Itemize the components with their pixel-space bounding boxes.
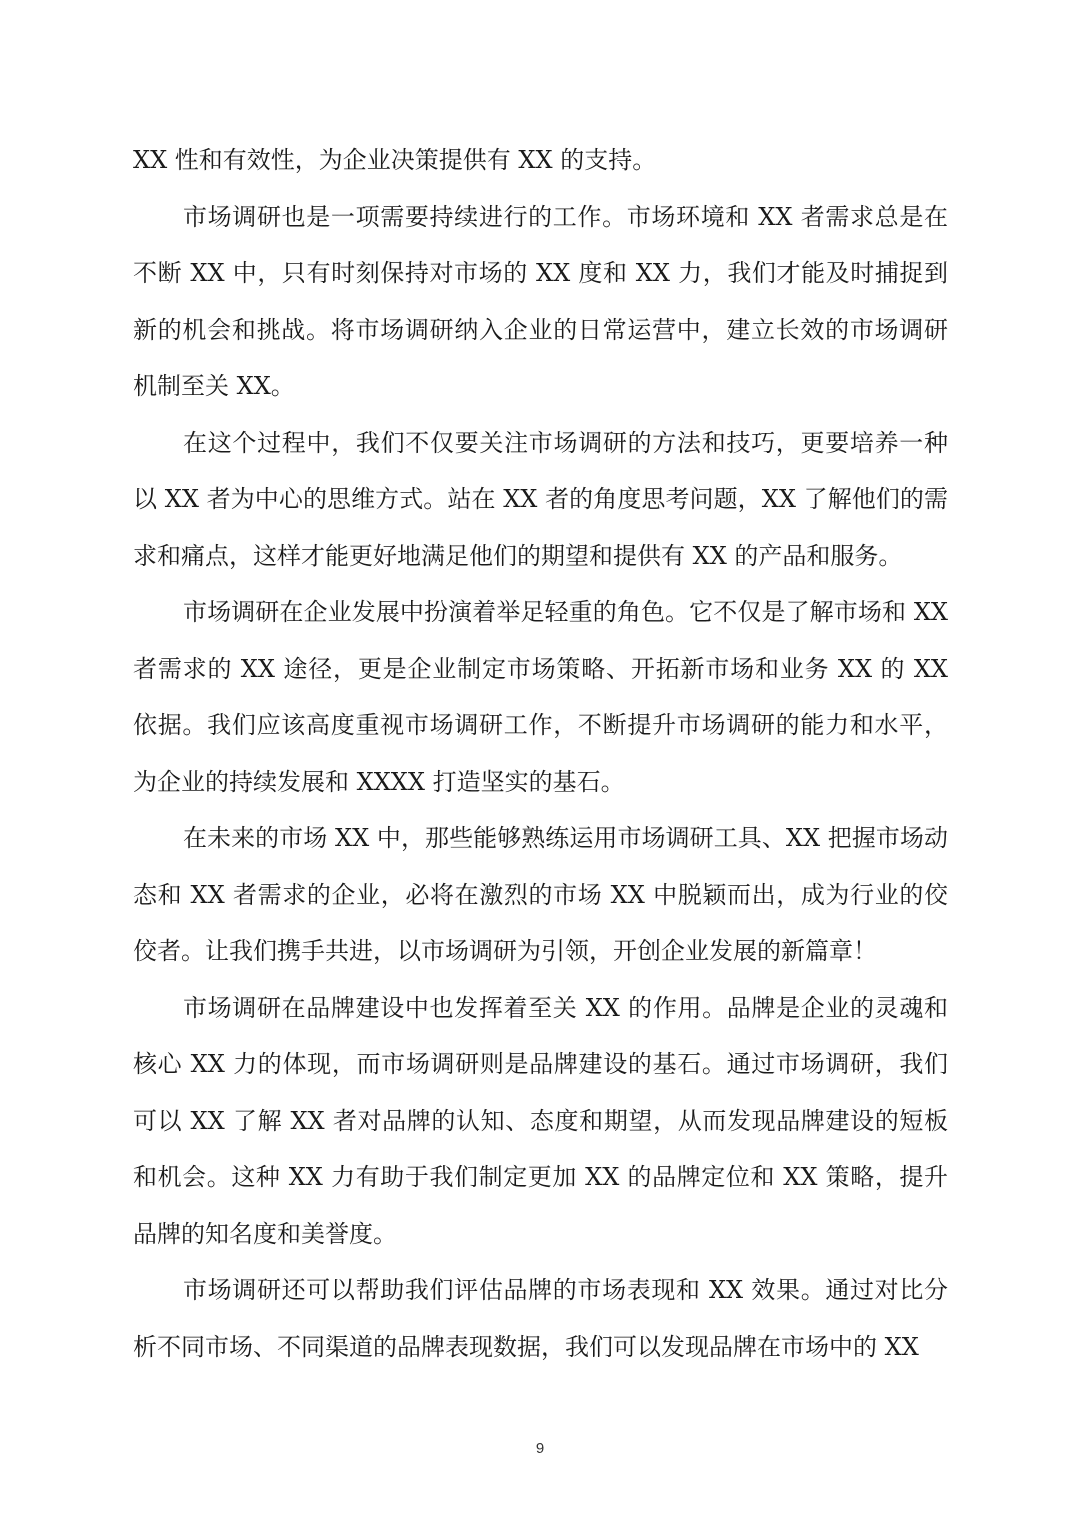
paragraph: 市场调研在品牌建设中也发挥着至关 XX 的作用。品牌是企业的灵魂和核心 XX 力的体现，而市场调研则是品牌建设的基石。通过市场调研，我们可以 XX 了解 XX 者对品牌的认知、态度和期望，从而发现品牌建设的短板和机会。这种 XX 力有助于我们制定更加 XX 的品牌定位和 XX 策略，提升品牌的知名度和美誉度。 — [133, 993, 948, 1248]
paragraph: 在这个过程中，我们不仅要关注市场调研的方法和技巧，更要培养一种以 XX 者为中心的思维方式。站在 XX 者的角度思考问题，XX 了解他们的需求和痛点，这样才能更好地满足他们的期望和提供有 XX 的产品和服务。 — [133, 428, 948, 570]
paragraph: 市场调研在企业发展中扮演着举足轻重的角色。它不仅是了解市场和 XX 者需求的 XX 途径，更是企业制定市场策略、开拓新市场和业务 XX 的 XX 依据。我们应该高度重视市场调研工作，不断提升市场调研的能力和水平，为企业的持续发展和 XXXX 打造坚实的基石。 — [133, 598, 948, 796]
paragraph: 市场调研还可以帮助我们评估品牌的市场表现和 XX 效果。通过对比分析不同市场、不同渠道的品牌表现数据，我们可以发现品牌在市场中的 XX — [133, 1276, 948, 1361]
paragraph: 市场调研也是一项需要持续进行的工作。市场环境和 XX 者需求总是在不断 XX 中，只有时刻保持对市场的 XX 度和 XX 力，我们才能及时捕捉到新的机会和挑战。将市场调研纳入企业的日常运营中，建立长效的市场调研机制至关 XX。 — [133, 202, 948, 400]
paragraph: 在未来的市场 XX 中，那些能够熟练运用市场调研工具、XX 把握市场动态和 XX 者需求的企业，必将在激烈的市场 XX 中脱颖而出，成为行业的佼佼者。让我们携手共进，以市场调研为引领，开创企业发展的新篇章！ — [133, 824, 948, 965]
page-number: 9 — [535, 1440, 545, 1457]
paragraph: XX 性和有效性，为企业决策提供有 XX 的支持。 — [133, 146, 657, 174]
body-text — [133, 132, 948, 1375]
